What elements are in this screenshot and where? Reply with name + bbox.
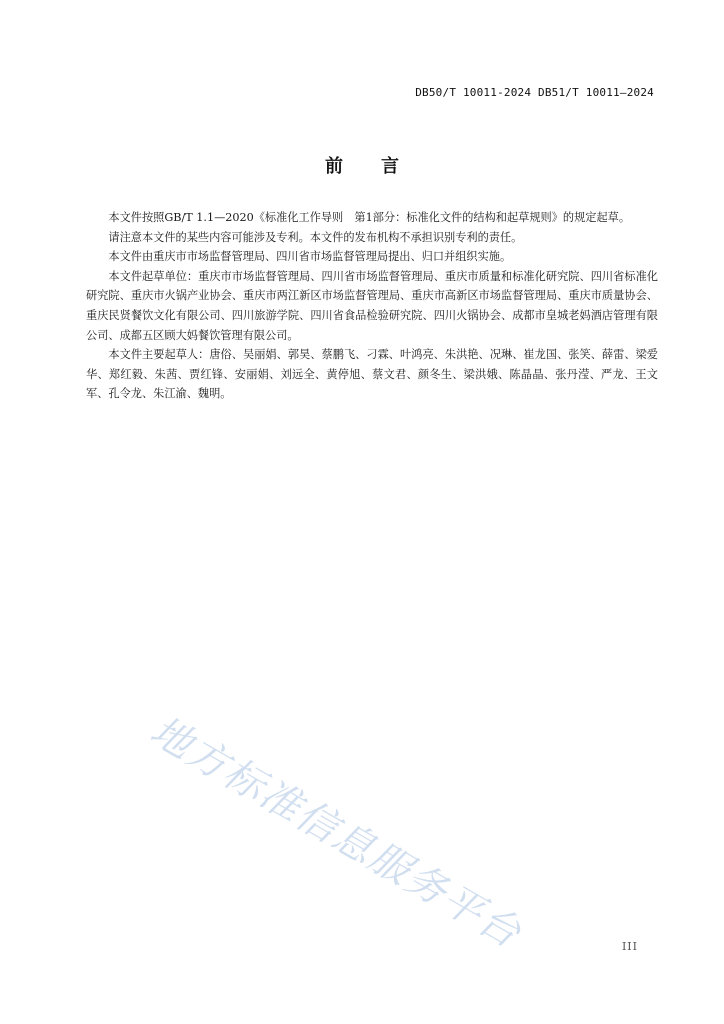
paragraph-drafting-units: 本文件起草单位：重庆市市场监督管理局、四川省市场监督管理局、重庆市质量和标准化研究院、四川省标准化研究院、重庆市火锅产业协会、重庆市两江新区市场监督管理局、重庆市高新区市场监督管理局、重庆市质量协会、重庆民贤餐饮文化有限公司、四川旅游学院、四川省食品检验研究院、四川火锅协会、成都市皇城老妈酒店管理有限公司、成都五区顾大妈餐饮管理有限公司。	[86, 269, 658, 342]
paragraph-drafting-rules: 本文件按照GB/T 1.1—2020《标准化工作导则 第1部分：标准化文件的结构和起草规则》的规定起草。	[108, 211, 631, 224]
foreword-body	[86, 208, 658, 404]
watermark: 地方标准信息服务平台	[142, 707, 530, 958]
page-number: III	[621, 940, 638, 953]
document-code: DB50/T 10011-2024 DB51/T 10011—2024	[415, 86, 654, 99]
page-title: 前言	[325, 156, 437, 177]
paragraph-patent-notice: 请注意本文件的某些内容可能涉及专利。本文件的发布机构不承担识别专利的责任。	[108, 230, 523, 244]
paragraph-proposer: 本文件由重庆市市场监督管理局、四川省市场监督管理局提出、归口并组织实施。	[108, 250, 512, 264]
paragraph-drafters: 本文件主要起草人：唐俗、吴丽娟、郭昊、蔡鹏飞、刁霖、叶鸿亮、朱洪艳、况琳、崔龙国、张笑、薛雷、梁爱华、郑红毅、朱茜、贾红锋、安丽娟、刘远全、黄停旭、蔡文君、颜冬生、梁洪娥、陈晶晶、张丹滢、严龙、王文军、孔令龙、朱江渝、魏明。	[86, 348, 658, 401]
